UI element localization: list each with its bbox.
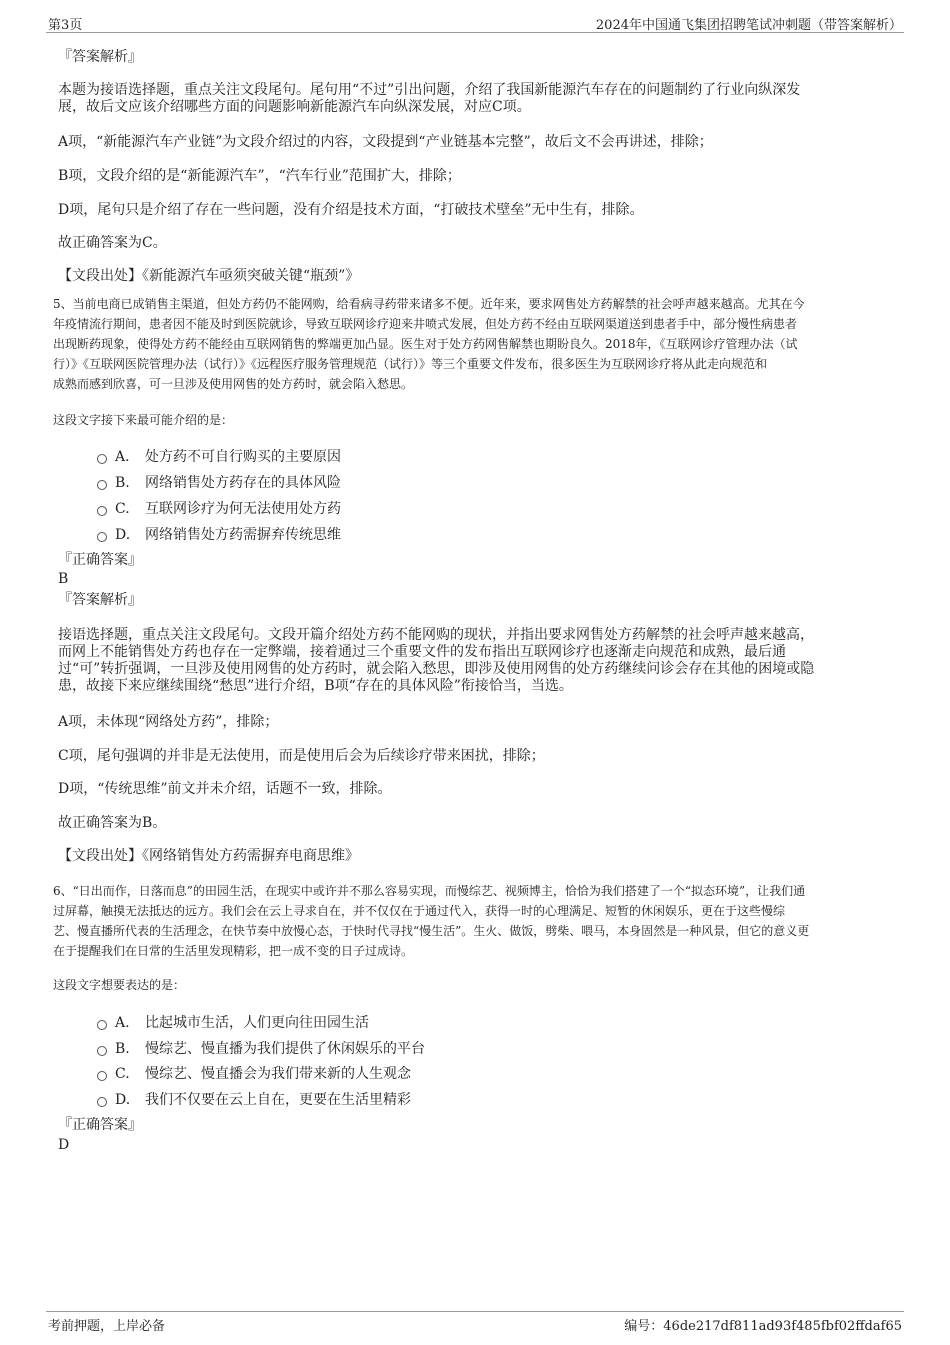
- q5-stem-line-1: 5、当前电商已成销售主渠道，但处方药仍不能网购，给看病寻药带来诸多不便。近年来，要求网售处方药解禁的社会呼声越来越高。尤其在今: [53, 297, 805, 311]
- document-title: 2024年中国通飞集团招聘笔试冲刺题（带答案解析）: [595, 18, 902, 33]
- radio-icon[interactable]: [97, 1020, 107, 1030]
- radio-icon[interactable]: [97, 1046, 107, 1056]
- page-footer: [46, 1311, 904, 1336]
- q4-source: 【文段出处】《新能源汽车亟须突破关键“瓶颈”》: [58, 268, 360, 284]
- q6-option-a[interactable]: A. 比起城市生活，人们更向往田园生活: [97, 1012, 369, 1032]
- q5-option-c-note: C项，尾句强调的并非是无法使用，而是使用后会为后续诊疗带来困扰，排除；: [58, 748, 545, 764]
- q6-option-d[interactable]: D. 我们不仅要在云上自在，更要在生活里精彩: [97, 1089, 411, 1109]
- q5-stem-line-2: 年疫情流行期间，患者因不能及时到医院就诊，导致互联网诊疗迎来井喷式发展，但处方药不经由互联网渠道送到患者手中，部分慢性病患者: [53, 317, 798, 331]
- radio-icon[interactable]: [97, 1097, 107, 1107]
- q6-stem-line-4: 在于提醒我们在日常的生活里发现精彩，把一成不变的日子过成诗。: [53, 944, 414, 958]
- q5-stem-line-3: 出现断药现象，使得处方药不能经由互联网销售的弊端更加凸显。医生对于处方药网售解禁也期盼良久。2018年，《互联网诊疗管理办法（试: [53, 337, 798, 351]
- q6-stem-line-3: 艺、慢直播所代表的生活理念，在快节奏中放慢心态，于快时代寻找“慢生活”。生火、做饭，劈柴、喂马，本身固然是一种风景，但它的意义更: [53, 924, 810, 938]
- q4-analysis-line-1: 本题为接语选择题，重点关注文段尾句。尾句用“不过”引出问题，介绍了我国新能源汽车存在的问题制约了行业向纵深发: [58, 82, 801, 98]
- q5-source: 【文段出处】《网络销售处方药需摒弃电商思维》: [58, 848, 359, 864]
- q6-answer-label: 『正确答案』: [58, 1117, 142, 1133]
- q5-analysis-label: 『答案解析』: [58, 592, 142, 608]
- q4-option-a-note: A项，“新能源汽车产业链”为文段介绍过的内容，文段提到“产业链基本完整”，故后文不会再讲述，排除；: [58, 134, 713, 150]
- q6-option-b[interactable]: B. 慢综艺、慢直播为我们提供了休闲娱乐的平台: [97, 1038, 425, 1058]
- q5-answer-label: 『正确答案』: [58, 552, 142, 568]
- q5-option-b[interactable]: B. 网络销售处方药存在的具体风险: [97, 472, 341, 492]
- page-header: [46, 12, 904, 33]
- footer-slogan: 考前押题，上岸必备: [48, 1319, 166, 1334]
- q4-conclusion: 故正确答案为C。: [58, 235, 167, 251]
- q5-analysis-line-2: 而网上不能销售处方药也存在一定弊端，接着通过三个重要文件的发布指出互联网诊疗也逐渐走向规范和成熟，最后通: [58, 644, 786, 660]
- q5-option-d-note: D项，“传统思维”前文并未介绍，话题不一致，排除。: [58, 781, 392, 797]
- q5-option-a-note: A项，未体现“网络处方药”，排除；: [58, 714, 279, 730]
- q5-stem-line-4: 行）》《互联网医院管理办法（试行）》《远程医疗服务管理规范（试行）》等三个重要文件发布，很多医生为互联网诊疗将从此走向规范和: [53, 357, 768, 371]
- q5-option-d[interactable]: D. 网络销售处方药需摒弃传统思维: [97, 524, 341, 544]
- q5-option-c[interactable]: C. 互联网诊疗为何无法使用处方药: [97, 498, 341, 518]
- q5-answer: B: [58, 571, 69, 587]
- q5-option-a[interactable]: A. 处方药不可自行购买的主要原因: [97, 446, 341, 466]
- radio-icon[interactable]: [97, 1071, 107, 1081]
- q6-stem-line-1: 6、“日出而作，日落而息”的田园生活，在现实中或许并不那么容易实现，而慢综艺、视频博主，恰恰为我们搭建了一个“拟态环境”，让我们通: [53, 884, 806, 898]
- radio-icon[interactable]: [97, 454, 107, 464]
- q5-analysis-line-4: 患，故接下来应继续围绕“愁思”进行介绍，B项“存在的具体风险”衔接恰当，当选。: [58, 678, 573, 694]
- radio-icon[interactable]: [97, 480, 107, 490]
- q4-option-d-note: D项，尾句只是介绍了存在一些问题，没有介绍是技术方面，“打破技术壁垒”无中生有，排除。: [58, 202, 644, 218]
- document-id: 编号：46de217df811ad93f485fbf02ffdaf65: [624, 1319, 902, 1334]
- q5-analysis-line-1: 接语选择题，重点关注文段尾句。文段开篇介绍处方药不能网购的现状，并指出要求网售处方药解禁的社会呼声越来越高，: [58, 627, 814, 643]
- q4-analysis-label: 『答案解析』: [58, 49, 142, 65]
- q5-prompt: 这段文字接下来最可能介绍的是：: [53, 413, 234, 427]
- page-number: 第3页: [48, 18, 83, 33]
- q5-analysis-line-3: 过“可”转折强调，一旦涉及使用网售的处方药时，就会陷入愁思，即涉及使用网售的处方药继续问诊会存在其他的困境或隐: [58, 661, 815, 677]
- radio-icon[interactable]: [97, 506, 107, 516]
- q6-option-c[interactable]: C. 慢综艺、慢直播会为我们带来新的人生观念: [97, 1063, 411, 1083]
- q6-answer: D: [58, 1137, 70, 1153]
- q6-prompt: 这段文字想要表达的是：: [53, 978, 186, 992]
- q6-stem-line-2: 过屏幕，触摸无法抵达的远方。我们会在云上寻求自在，并不仅仅在于通过代入，获得一时的心理满足、短暂的休闲娱乐，更在于这些慢综: [53, 904, 786, 918]
- q5-conclusion: 故正确答案为B。: [58, 815, 167, 831]
- radio-icon[interactable]: [97, 532, 107, 542]
- q4-analysis-line-2: 展，故后文应该介绍哪些方面的问题影响新能源汽车向纵深发展，对应C项。: [58, 99, 531, 115]
- q4-option-b-note: B项，文段介绍的是“新能源汽车”，“汽车行业”范围扩大，排除；: [58, 168, 461, 184]
- q5-stem-line-5: 成熟而感到欣喜，可一旦涉及使用网售的处方药时，就会陷入愁思。: [53, 377, 414, 391]
